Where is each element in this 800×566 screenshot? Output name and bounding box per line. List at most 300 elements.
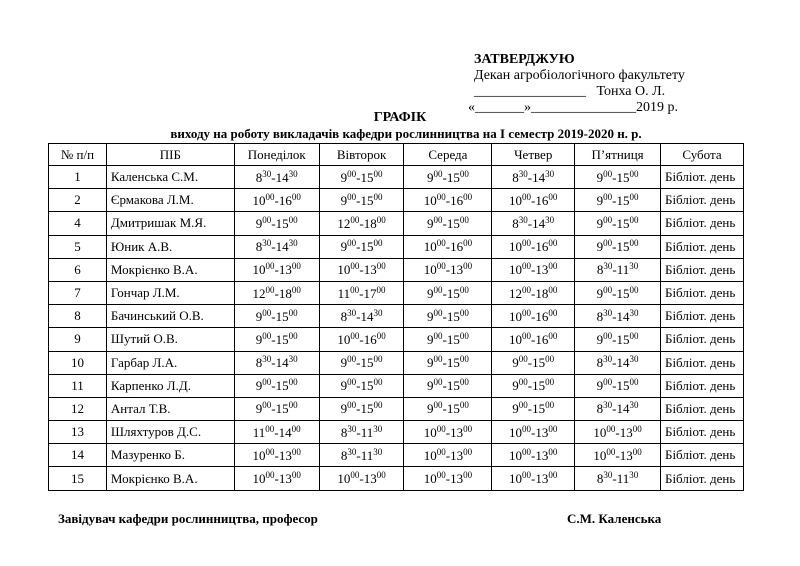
end-hour: 16 (450, 239, 464, 255)
start-minute: 00 (265, 284, 275, 295)
start-minute: 00 (265, 446, 275, 457)
end-minute: 00 (373, 191, 383, 202)
end-minute: 00 (291, 261, 301, 272)
start-hour: 9 (512, 378, 519, 394)
end-minute: 00 (629, 168, 639, 179)
end-hour: 17 (363, 285, 377, 301)
end-hour: 15 (446, 215, 460, 231)
teacher-name: Мазуренко Б. (106, 444, 234, 467)
start-minute: 00 (518, 400, 528, 411)
start-minute: 00 (262, 307, 272, 318)
start-minute: 30 (603, 400, 613, 411)
time-slot: $11^{00}-17^{00}$ (319, 281, 404, 304)
end-hour: 13 (278, 471, 292, 487)
start-hour: 10 (423, 239, 437, 255)
start-minute: 30 (603, 307, 613, 318)
start-hour: 9 (340, 355, 348, 371)
time-slot: $9^{00}-15^{00}$ (234, 397, 319, 420)
end-minute: 00 (459, 168, 469, 179)
end-hour: 13 (363, 262, 377, 278)
start-minute: 00 (265, 423, 275, 434)
saturday-cell: Бібліот. день (660, 328, 743, 351)
start-minute: 00 (262, 400, 272, 411)
saturday-cell: Бібліот. день (660, 351, 743, 374)
saturday-cell: Бібліот. день (660, 166, 743, 189)
end-minute: 00 (288, 377, 298, 388)
end-minute: 30 (629, 354, 639, 365)
start-minute: 00 (347, 191, 357, 202)
start-hour: 8 (255, 355, 263, 371)
end-minute: 00 (376, 261, 386, 272)
saturday-cell: Бібліот. день (660, 421, 743, 444)
time-slot: $10^{00}-13^{00}$ (492, 467, 575, 490)
end-minute: 00 (629, 214, 639, 225)
time-slot: $10^{00}-13^{00}$ (404, 467, 492, 490)
approval-position: Декан агробіологічного факультету (474, 68, 685, 83)
end-hour: 13 (278, 262, 292, 278)
end-minute: 30 (288, 168, 298, 179)
start-minute: 30 (603, 470, 613, 481)
time-slot: $9^{00}-15^{00}$ (575, 189, 661, 212)
end-hour: 15 (616, 285, 630, 301)
end-minute: 00 (291, 191, 301, 202)
end-minute: 30 (545, 168, 555, 179)
end-hour: 14 (532, 215, 546, 231)
time-slot: $8^{30}-11^{30}$ (575, 258, 661, 281)
end-minute: 00 (548, 446, 558, 457)
start-minute: 00 (436, 238, 446, 249)
start-hour: 10 (337, 471, 351, 487)
start-hour: 9 (426, 215, 434, 231)
start-minute: 00 (603, 191, 613, 202)
end-minute: 00 (459, 377, 469, 388)
end-hour: 15 (275, 308, 289, 324)
start-minute: 00 (433, 214, 443, 225)
end-minute: 00 (629, 238, 639, 249)
end-hour: 13 (535, 424, 549, 440)
end-minute: 30 (545, 214, 555, 225)
time-slot: $10^{00}-16^{00}$ (492, 328, 575, 351)
time-slot: $9^{00}-15^{00}$ (404, 212, 492, 235)
end-minute: 30 (288, 354, 298, 365)
time-slot: $10^{00}-16^{00}$ (404, 189, 492, 212)
start-hour: 8 (596, 308, 604, 324)
end-minute: 30 (288, 238, 298, 249)
end-minute: 00 (545, 400, 555, 411)
start-hour: 9 (255, 215, 263, 231)
start-minute: 30 (347, 307, 357, 318)
end-hour: 15 (446, 401, 460, 417)
end-minute: 00 (291, 470, 301, 481)
time-slot: $9^{00}-15^{00}$ (319, 189, 404, 212)
time-slot: $10^{00}-13^{00}$ (234, 444, 319, 467)
end-minute: 30 (629, 400, 639, 411)
end-minute: 00 (632, 423, 642, 434)
footer-position: Завідувач кафедри рослинництва, професор (58, 511, 318, 526)
start-minute: 00 (262, 330, 272, 341)
start-minute: 00 (265, 261, 275, 272)
time-slot: $9^{00}-15^{00}$ (319, 374, 404, 397)
schedule-table (48, 143, 744, 491)
approval-title: ЗАТВЕРДЖУЮ (474, 52, 575, 67)
start-hour: 10 (423, 424, 437, 440)
saturday-cell: Бібліот. день (660, 444, 743, 467)
column-header: Понеділок (234, 144, 319, 166)
time-slot: $9^{00}-15^{00}$ (404, 397, 492, 420)
start-minute: 00 (522, 261, 532, 272)
row-number: 10 (49, 351, 107, 374)
table-row (49, 258, 744, 281)
end-hour: 15 (360, 239, 374, 255)
start-minute: 00 (262, 214, 272, 225)
end-hour: 14 (616, 308, 630, 324)
start-minute: 00 (606, 446, 616, 457)
time-slot: $10^{00}-13^{00}$ (234, 467, 319, 490)
column-header: № п/п (49, 144, 107, 166)
time-slot: $9^{00}-15^{00}$ (234, 374, 319, 397)
end-hour: 11 (360, 424, 374, 440)
end-hour: 15 (446, 285, 460, 301)
start-hour: 10 (252, 447, 266, 463)
end-hour: 14 (275, 169, 289, 185)
teacher-name: Шутий О.В. (106, 328, 234, 351)
start-minute: 00 (603, 377, 613, 388)
time-slot: $12^{00}-18^{00}$ (492, 281, 575, 304)
start-hour: 9 (596, 285, 604, 301)
start-hour: 9 (426, 355, 434, 371)
end-minute: 00 (376, 470, 386, 481)
start-hour: 10 (509, 239, 523, 255)
start-hour: 9 (255, 308, 263, 324)
end-hour: 15 (616, 169, 630, 185)
end-hour: 18 (363, 215, 377, 231)
start-minute: 30 (347, 423, 357, 434)
start-hour: 11 (337, 285, 351, 301)
table-row (49, 328, 744, 351)
start-hour: 9 (596, 169, 604, 185)
end-hour: 14 (532, 169, 546, 185)
start-minute: 00 (347, 400, 357, 411)
end-minute: 00 (459, 307, 469, 318)
time-slot: $10^{00}-13^{00}$ (404, 444, 492, 467)
time-slot: $10^{00}-16^{00}$ (404, 235, 492, 258)
column-header: Четвер (492, 144, 575, 166)
row-number: 4 (49, 212, 107, 235)
row-number: 6 (49, 258, 107, 281)
start-hour: 10 (509, 262, 523, 278)
start-hour: 10 (593, 424, 607, 440)
end-minute: 00 (463, 238, 473, 249)
start-hour: 8 (255, 169, 263, 185)
end-minute: 00 (632, 446, 642, 457)
end-hour: 18 (535, 285, 549, 301)
start-minute: 00 (603, 330, 613, 341)
end-hour: 15 (532, 401, 546, 417)
start-minute: 30 (262, 238, 272, 249)
row-number: 1 (49, 166, 107, 189)
row-number: 12 (49, 397, 107, 420)
end-minute: 00 (463, 191, 473, 202)
start-hour: 9 (255, 378, 263, 394)
start-minute: 00 (433, 307, 443, 318)
start-minute: 30 (603, 261, 613, 272)
end-hour: 13 (535, 447, 549, 463)
end-minute: 00 (548, 261, 558, 272)
time-slot: $9^{00}-15^{00}$ (575, 328, 661, 351)
end-minute: 00 (373, 400, 383, 411)
end-hour: 13 (619, 447, 633, 463)
start-hour: 8 (255, 239, 263, 255)
end-hour: 15 (360, 192, 374, 208)
teacher-name: Гарбар Л.А. (106, 351, 234, 374)
table-row (49, 235, 744, 258)
time-slot: $10^{00}-13^{00}$ (492, 444, 575, 467)
start-minute: 00 (522, 284, 532, 295)
time-slot: $8^{30}-11^{30}$ (575, 467, 661, 490)
row-number: 13 (49, 421, 107, 444)
end-minute: 00 (376, 214, 386, 225)
approval-block (468, 52, 685, 116)
end-minute: 00 (629, 191, 639, 202)
end-hour: 15 (616, 331, 630, 347)
row-number: 7 (49, 281, 107, 304)
column-header: Вівторок (319, 144, 404, 166)
start-hour: 8 (596, 471, 604, 487)
start-minute: 00 (603, 214, 613, 225)
table-row (49, 212, 744, 235)
time-slot: $9^{00}-15^{00}$ (404, 166, 492, 189)
time-slot: $12^{00}-18^{00}$ (234, 281, 319, 304)
end-minute: 00 (288, 400, 298, 411)
end-minute: 00 (373, 238, 383, 249)
start-minute: 00 (262, 377, 272, 388)
start-minute: 00 (350, 214, 360, 225)
start-hour: 9 (596, 378, 604, 394)
start-hour: 9 (255, 331, 263, 347)
end-minute: 30 (373, 423, 383, 434)
end-minute: 00 (548, 191, 558, 202)
start-hour: 9 (596, 192, 604, 208)
start-minute: 00 (436, 446, 446, 457)
end-hour: 13 (450, 447, 464, 463)
start-hour: 10 (423, 447, 437, 463)
time-slot: $10^{00}-16^{00}$ (492, 235, 575, 258)
end-minute: 00 (629, 284, 639, 295)
end-minute: 30 (629, 470, 639, 481)
table-row (49, 189, 744, 212)
end-minute: 00 (629, 377, 639, 388)
time-slot: $9^{00}-15^{00}$ (404, 374, 492, 397)
time-slot: $8^{30}-14^{30}$ (575, 305, 661, 328)
end-hour: 13 (619, 424, 633, 440)
table-row (49, 374, 744, 397)
end-hour: 16 (535, 239, 549, 255)
time-slot: $9^{00}-15^{00}$ (492, 397, 575, 420)
start-hour: 8 (512, 215, 519, 231)
time-slot: $9^{00}-15^{00}$ (492, 374, 575, 397)
end-hour: 15 (446, 378, 460, 394)
time-slot: $9^{00}-15^{00}$ (404, 281, 492, 304)
start-minute: 00 (603, 238, 613, 249)
start-hour: 10 (509, 331, 523, 347)
end-minute: 00 (463, 470, 473, 481)
saturday-cell: Бібліот. день (660, 212, 743, 235)
time-slot: $11^{00}-14^{00}$ (234, 421, 319, 444)
start-hour: 10 (337, 262, 351, 278)
teacher-name: Мокрієнко В.А. (106, 467, 234, 490)
column-header: ПІБ (106, 144, 234, 166)
time-slot: $8^{30}-14^{30}$ (319, 305, 404, 328)
table-row (49, 351, 744, 374)
start-minute: 00 (522, 470, 532, 481)
time-slot: $8^{30}-14^{30}$ (575, 351, 661, 374)
end-minute: 00 (373, 168, 383, 179)
saturday-cell: Бібліот. день (660, 467, 743, 490)
end-hour: 15 (446, 308, 460, 324)
end-hour: 13 (450, 262, 464, 278)
time-slot: $8^{30}-11^{30}$ (319, 421, 404, 444)
start-minute: 00 (603, 284, 613, 295)
start-hour: 10 (509, 424, 523, 440)
start-hour: 9 (255, 401, 263, 417)
table-header-row (49, 144, 744, 166)
end-hour: 15 (446, 169, 460, 185)
start-minute: 00 (603, 168, 613, 179)
time-slot: $10^{00}-16^{00}$ (492, 305, 575, 328)
time-slot: $9^{00}-15^{00}$ (492, 351, 575, 374)
start-minute: 00 (433, 377, 443, 388)
start-hour: 12 (337, 215, 351, 231)
table-row (49, 421, 744, 444)
start-hour: 9 (426, 308, 434, 324)
end-hour: 14 (278, 424, 292, 440)
start-minute: 00 (347, 377, 357, 388)
teacher-name: Дмитришак М.Я. (106, 212, 234, 235)
end-hour: 15 (360, 401, 374, 417)
time-slot: $9^{00}-15^{00}$ (319, 351, 404, 374)
start-minute: 00 (350, 261, 360, 272)
end-hour: 15 (446, 355, 460, 371)
start-minute: 00 (347, 354, 357, 365)
time-slot: $8^{30}-14^{30}$ (575, 397, 661, 420)
time-slot: $8^{30}-14^{30}$ (234, 351, 319, 374)
end-minute: 00 (459, 354, 469, 365)
end-hour: 15 (360, 378, 374, 394)
start-hour: 8 (340, 424, 348, 440)
time-slot: $10^{00}-13^{00}$ (319, 467, 404, 490)
end-hour: 13 (535, 471, 549, 487)
start-hour: 10 (509, 192, 523, 208)
start-hour: 10 (509, 308, 523, 324)
end-minute: 00 (376, 284, 386, 295)
end-minute: 00 (463, 446, 473, 457)
end-hour: 14 (275, 355, 289, 371)
start-hour: 10 (252, 262, 266, 278)
start-hour: 11 (252, 424, 266, 440)
start-hour: 9 (512, 401, 519, 417)
teacher-name: Шляхтуров Д.С. (106, 421, 234, 444)
time-slot: $9^{00}-15^{00}$ (234, 212, 319, 235)
time-slot: $9^{00}-15^{00}$ (404, 351, 492, 374)
start-hour: 10 (423, 262, 437, 278)
start-minute: 30 (262, 168, 272, 179)
table-row (49, 397, 744, 420)
teacher-name: Антал Т.В. (106, 397, 234, 420)
end-minute: 30 (373, 446, 383, 457)
end-hour: 13 (450, 424, 464, 440)
end-hour: 15 (360, 355, 374, 371)
end-minute: 00 (545, 354, 555, 365)
start-minute: 00 (436, 423, 446, 434)
teacher-name: Карпенко Л.Д. (106, 374, 234, 397)
start-hour: 9 (340, 169, 348, 185)
end-minute: 00 (291, 446, 301, 457)
start-minute: 00 (436, 191, 446, 202)
end-hour: 13 (363, 471, 377, 487)
start-minute: 00 (433, 354, 443, 365)
time-slot: $8^{30}-14^{30}$ (234, 235, 319, 258)
end-hour: 16 (363, 331, 377, 347)
end-hour: 11 (616, 471, 630, 487)
start-hour: 9 (426, 285, 434, 301)
teacher-name: Каленська С.М. (106, 166, 234, 189)
start-minute: 00 (347, 238, 357, 249)
start-hour: 9 (340, 378, 348, 394)
start-minute: 00 (350, 330, 360, 341)
start-hour: 9 (340, 192, 348, 208)
table-row (49, 166, 744, 189)
end-hour: 15 (275, 401, 289, 417)
start-minute: 00 (522, 446, 532, 457)
time-slot: $9^{00}-15^{00}$ (319, 235, 404, 258)
end-minute: 00 (291, 284, 301, 295)
end-hour: 14 (275, 239, 289, 255)
end-minute: 00 (548, 470, 558, 481)
start-hour: 10 (509, 447, 523, 463)
end-minute: 00 (545, 377, 555, 388)
start-hour: 12 (509, 285, 523, 301)
start-minute: 00 (265, 470, 275, 481)
end-minute: 00 (463, 261, 473, 272)
start-minute: 00 (433, 330, 443, 341)
start-minute: 00 (433, 284, 443, 295)
time-slot: $8^{30}-11^{30}$ (319, 444, 404, 467)
time-slot: $8^{30}-14^{30}$ (492, 166, 575, 189)
end-minute: 00 (459, 284, 469, 295)
time-slot: $10^{00}-13^{00}$ (234, 258, 319, 281)
column-header: Субота (660, 144, 743, 166)
start-hour: 10 (252, 192, 266, 208)
approval-date-line: «_______»_______________2019 р. (468, 100, 678, 115)
time-slot: $10^{00}-16^{00}$ (234, 189, 319, 212)
time-slot: $9^{00}-15^{00}$ (319, 166, 404, 189)
end-minute: 00 (459, 330, 469, 341)
end-minute: 00 (291, 423, 301, 434)
end-hour: 15 (616, 215, 630, 231)
end-hour: 15 (275, 215, 289, 231)
end-hour: 13 (535, 262, 549, 278)
time-slot: $9^{00}-15^{00}$ (575, 235, 661, 258)
end-hour: 15 (532, 378, 546, 394)
time-slot: $10^{00}-13^{00}$ (404, 258, 492, 281)
time-slot: $9^{00}-15^{00}$ (319, 397, 404, 420)
start-hour: 10 (509, 471, 523, 487)
time-slot: $10^{00}-13^{00}$ (575, 421, 661, 444)
start-minute: 00 (433, 168, 443, 179)
end-minute: 00 (463, 423, 473, 434)
end-hour: 14 (616, 401, 630, 417)
table-row (49, 467, 744, 490)
